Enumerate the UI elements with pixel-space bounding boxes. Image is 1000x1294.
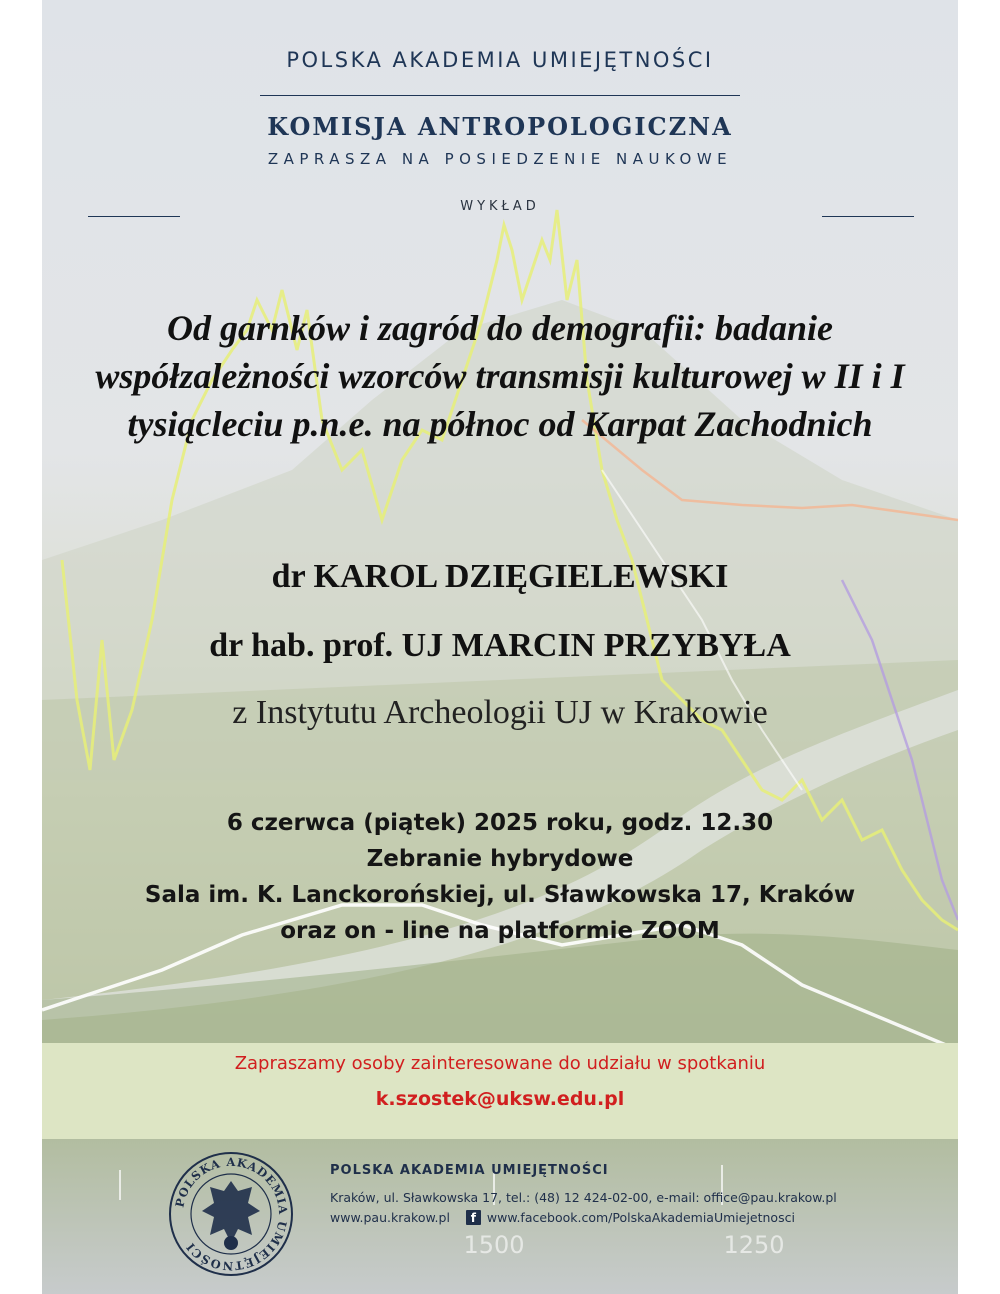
- footer-links: [330, 1210, 837, 1225]
- organization-heading: POLSKA AKADEMIA UMIEJĘTNOŚCI: [286, 48, 714, 72]
- footer: [330, 1163, 837, 1225]
- website-link[interactable]: www.pau.krakow.pl: [330, 1210, 450, 1225]
- facebook-link[interactable]: www.facebook.com/PolskaAkademiaUmiejetnosci: [486, 1210, 795, 1225]
- invitation-text: Zapraszamy osoby zainteresowane do udziału w spotkaniu: [234, 1053, 766, 1074]
- meeting-type: Zebranie hybrydowe: [366, 846, 634, 872]
- speaker-name: dr KAROL DZIĘGIELEWSKI: [271, 558, 729, 595]
- lecture-title: Od garnków i zagród do demografii: badanie współzależności wzorców transmisji kulturowej w II i I tysiącleciu p.n.e. na północ od Karpat Zachodnich: [95, 308, 905, 444]
- facebook-icon: f: [466, 1210, 481, 1225]
- speaker-name: dr hab. prof. UJ MARCIN PRZYBYŁA: [209, 627, 791, 664]
- right-divider: [822, 216, 914, 217]
- speaker-affiliation: z Instytutu Archeologii UJ w Krakowie: [232, 694, 768, 731]
- academy-seal-logo: [168, 1151, 294, 1277]
- footer-organization: POLSKA AKADEMIA UMIEJĘTNOŚCI: [330, 1163, 609, 1178]
- event-venue: Sala im. K. Lanckorońskiej, ul. Sławkowska 17, Kraków: [144, 882, 856, 908]
- svg-text:POLSKA AKADEMIA UMIEJĘTNOŚCI: POLSKA AKADEMIA UMIEJĘTNOŚCI: [172, 1154, 291, 1274]
- header-divider: [260, 95, 740, 96]
- axis-tick-label: 1250: [723, 1231, 785, 1259]
- poster: [42, 0, 958, 1294]
- axis-tick-label: 1500: [463, 1231, 525, 1259]
- left-divider: [88, 216, 180, 217]
- commission-name: KOMISJA ANTROPOLOGICZNA: [267, 112, 733, 141]
- event-type-label: WYKŁAD: [460, 199, 540, 214]
- online-info: oraz on - line na platformie ZOOM: [280, 918, 720, 944]
- event-date-time: 6 czerwca (piątek) 2025 roku, godz. 12.30: [226, 810, 774, 836]
- invitation-line: ZAPRASZA NA POSIEDZENIE NAUKOWE: [267, 150, 733, 168]
- footer-address: Kraków, ul. Sławkowska 17, tel.: (48) 12 424-02-00, e-mail: office@pau.krakow.pl: [330, 1190, 837, 1205]
- contact-email-link[interactable]: k.szostek@uksw.edu.pl: [375, 1088, 625, 1110]
